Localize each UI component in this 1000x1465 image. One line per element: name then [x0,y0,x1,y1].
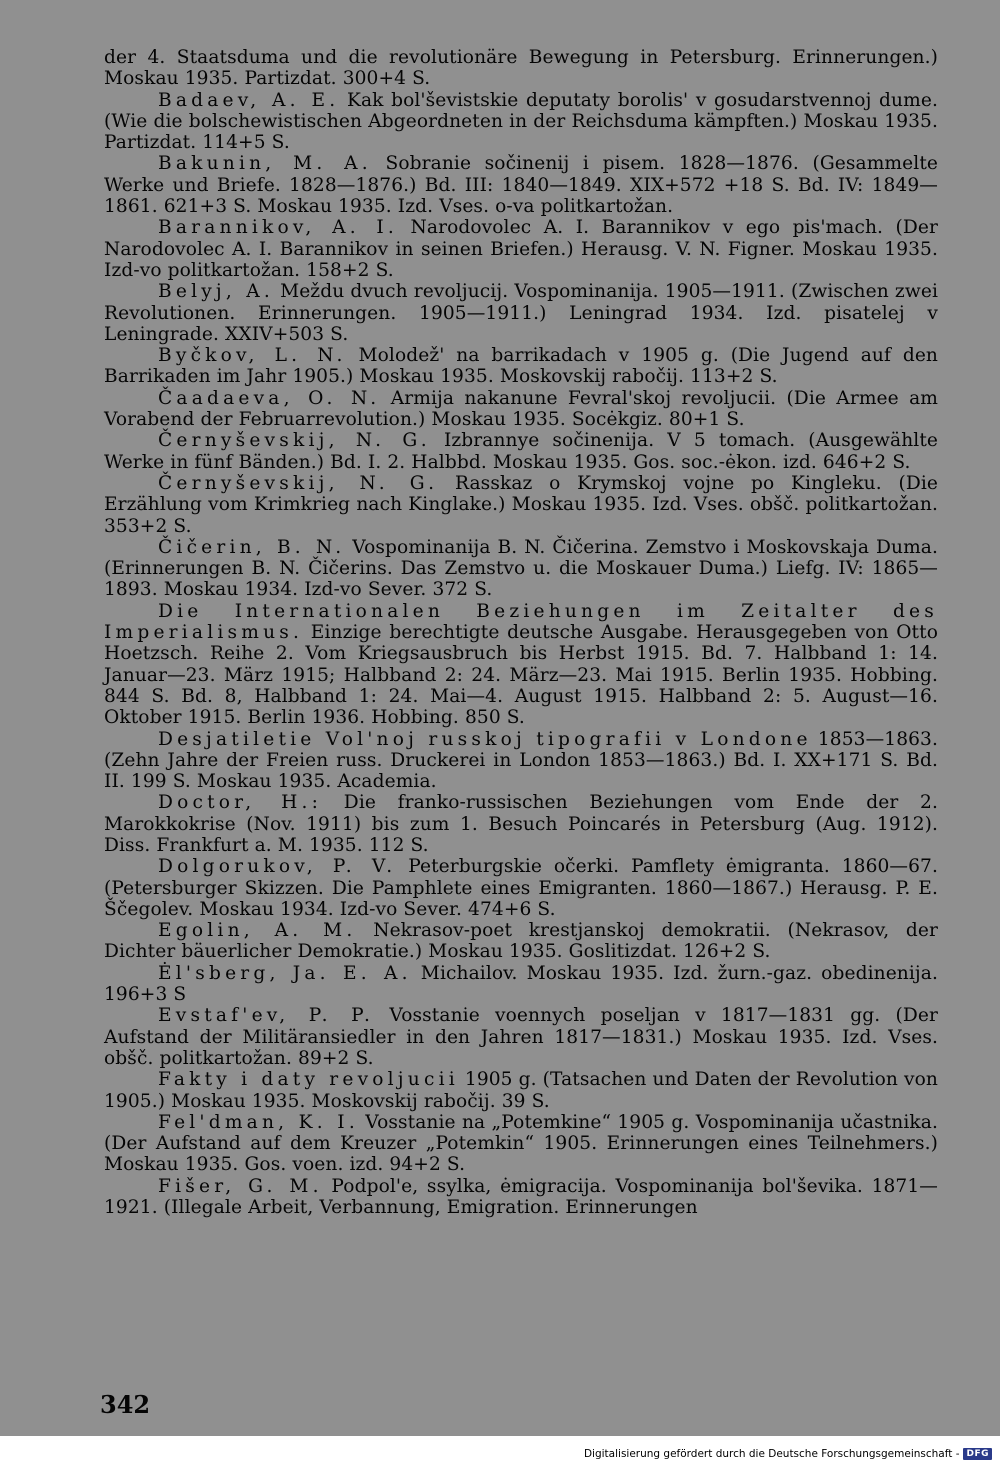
entry-text: Michailov. Moskau 1935. Izd. žurn.-gaz. obedinenija. 196+3 S [104,962,938,1006]
bibliography-entry [104,856,938,920]
entry-text: 1853—1863. (Zehn Jahre der Freien russ. Druckerei in London 1853—1863.) Bd. I. XX+171 S. Bd. II. 199 S. Moskau 1935. Academia. [104,728,939,793]
bibliography-entry [104,1112,938,1176]
bibliography-entry [104,601,938,729]
entry-author: Dolgorukov, P. V. [158,856,397,878]
entry-author: Evstaf'ev, P. P. [158,1005,375,1027]
bibliography-entry [104,1069,938,1112]
entry-text: Nekrasov-poet krestjanskoj demokratii. (Nekrasov, der Dichter bäuerlicher Demokratie.) Moskau 1935. Goslitizdat. 126+2 S. [104,920,938,963]
bibliography-entry [104,388,938,431]
bibliography-entry [104,345,938,388]
entry-author: Belyj, A. [158,281,274,303]
entry-text: Rasskaz o Krymskoj vojne po Kingleku. (Die Erzählung vom Krimkrieg nach Kinglake.) Moskau 1935. Izd. Vses. obšč. politkartožan. 353+2 S. [104,472,939,537]
entry-text: 1905 g. (Tatsachen und Daten der Revolution von 1905.) Moskau 1935. Moskovskij rabočij. 39 S. [104,1069,938,1112]
entry-author: Barannikov, A. I. [158,217,399,239]
bibliography-entry [104,281,938,345]
bibliography-entry [104,47,938,90]
entry-text: Molodež' na barrikadach v 1905 g. (Die Jugend auf den Barrikaden im Jahr 1905.) Moskau 1935. Moskovskij rabočij. 113+2 S. [104,345,938,388]
entry-author: Černyševskij, N. G. [158,472,439,494]
entry-author: Čaadaeva, O. N. [158,387,381,409]
entry-author: Černyševskij, N. G. [158,430,431,452]
entry-text: Vosstanie na „Potemkine“ 1905 g. Vospominanija učastnika. (Der Aufstand auf dem Kreuzer „Potemkin“ 1905. Erinnerungen eines Teilnehmers.) Moskau 1935. Gos. voen. izd. 94+2 S. [104,1111,938,1176]
entry-author: Bakunin, M. A. [158,153,372,175]
entry-text: Sobranie sočinenij i pisem. 1828—1876. (Gesammelte Werke und Briefe. 1828—1876.) Bd. III: 1840—1849. XIX+572 +18 S. Bd. IV: 1849—1861. 621+3 S. Moskau 1935. Izd. Vses. o-va politkartožan. [104,153,938,218]
entry-author: Byčkov, L. N. [158,345,347,367]
bibliography-entry [104,1005,938,1069]
entry-text: Armija nakanune Fevral'skoj revoljucii. (Die Armee am Vorabend der Februarrevolution.) Moskau 1935. Socėkgiz. 80+1 S. [104,387,939,431]
footer-credit-text: Digitalisierung gefördert durch die Deutsche Forschungsgemeinschaft - [583,1448,960,1460]
footer-credit [584,1448,992,1460]
entry-text: Vospominanija B. N. Čičerina. Zemstvo i Moskovskaja Duma. (Erinnerungen B. N. Čičerins. Das Zemstvo u. die Moskauer Duma.) Liefg. IV: 1865—1893. Moskau 1934. Izd-vo Sever. 372 S. [104,536,938,601]
entry-text: Einzige berechtigte deutsche Ausgabe. Herausgegeben von Otto Hoetzsch. Reihe 2. Vom Kriegsausbruch bis Herbst 1915. Bd. 7. Halbband 1: 14. Januar—23. März 1915; Halbband 2: 24. März—23. Mai 1915. Berlin 1935. Hobbing. 844 S. Bd. 8, Halbband 1: 24. Mai—4. August 1915. Halbband 2: 5. August—16. Oktober 1915. Berlin 1936. Hobbing. 850 S. [104,622,938,729]
bibliography-entry [104,473,938,537]
entry-author: Egolin, A. M. [158,920,357,942]
entry-author: Fakty i daty revoljucii [158,1069,459,1091]
bibliography-entry [104,537,938,601]
entry-text: Die franko-russischen Beziehungen vom Ende der 2. Marokkokrise (Nov. 1911) bis zum 1. Besuch Poincarés in Petersburg (Aug. 1912). Diss. Frankfurt a. M. 1935. 112 S. [104,792,938,856]
entry-text: Peterburgskie očerki. Pamflety ėmigranta. 1860—67. (Petersburger Skizzen. Die Pamphlete eines Emigranten. 1860—1867.) Herausg. P. E. Ščegolev. Moskau 1934. Izd-vo Sever. 474+6 S. [104,856,938,920]
dfg-logo: DFG [963,1448,992,1460]
bibliography-entry [104,430,938,473]
entry-text: Meždu dvuch revoljucij. Vospominanija. 1905—1911. (Zwischen zwei Revolutionen. Erinnerungen. 1905—1911.) Leningrad 1934. Izd. pisatelej v Leningrade. XXIV+503 S. [104,281,938,345]
entry-author: Doctor, H.: [158,792,323,814]
bibliography-entry [104,1176,938,1219]
entry-text: Izbrannye sočinenija. V 5 tomach. (Ausgewählte Werke in fünf Bänden.) Bd. I. 2. Halbbd. Moskau 1935. Gos. soc.-ėkon. izd. 646+2 S. [104,430,939,473]
entry-author: Fel'dman, K. I. [158,1111,359,1133]
entry-author: Desjatiletie Vol'noj russkoj tipografii v Londone [158,728,812,750]
entry-text: Vosstanie voennych poseljan v 1817—1831 gg. (Der Aufstand der Militäransiedler in den Jahren 1817—1831.) Moskau 1935. Izd. Vses. obšč. politkartožan. 89+2 S. [104,1005,938,1069]
bibliography-entry [104,963,938,1006]
entry-text: Kak bol'ševistskie deputaty borolis' v gosudarstvennoj dume. (Wie die bolschewistischen Abgeordneten in der Reichsduma kämpften.) Moskau 1935. Partizdat. 114+5 S. [104,89,938,154]
entry-author: Ėl'sberg, Ja. E. A. [158,962,412,984]
entry-text: Podpol'e, ssylka, ėmigracija. Vospominanija bol'ševika. 1871—1921. (Illegale Arbeit, Verbannung, Emigration. Erinnerungen [104,1175,938,1219]
bibliography-text [104,47,938,1218]
entry-text: Narodovolec A. I. Barannikov v ego pis'mach. (Der Narodovolec A. I. Barannikov in seinen Briefen.) Herausg. V. N. Figner. Moskau 1935. Izd-vo politkartožan. 158+2 S. [104,217,938,281]
page-number: 342 [100,1390,151,1419]
bibliography-entry [104,90,938,154]
bibliography-entry [104,920,938,963]
entry-author: Badaev, A. E. [158,89,340,111]
bibliography-entry [104,153,938,217]
bibliography-entry [104,217,938,281]
entry-text: der 4. Staatsduma und die revolutionäre Bewegung in Petersburg. Erinnerungen.) Moskau 1935. Partizdat. 300+4 S. [104,47,938,90]
bibliography-entry [104,729,938,793]
entry-author: Fišer, G. M. [158,1175,323,1197]
entry-author: Die Internationalen Beziehungen im Zeitalter des Imperialismus. [104,600,938,644]
bibliography-entry [104,792,938,856]
entry-author: Čičerin, B. N. [158,536,346,558]
